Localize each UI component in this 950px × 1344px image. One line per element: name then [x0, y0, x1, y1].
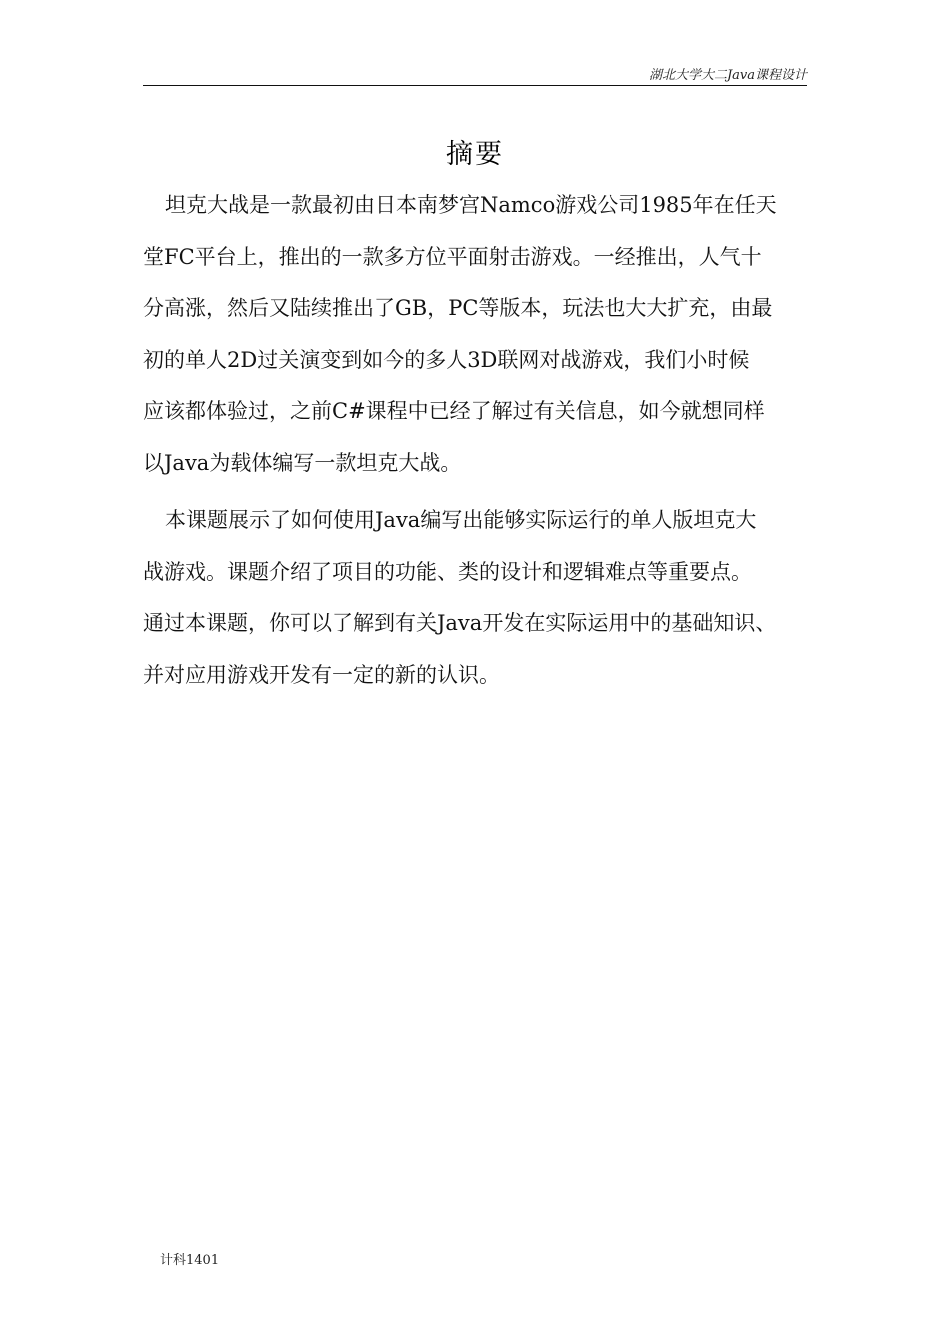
paragraph-2 [143, 495, 823, 701]
paragraph-line: 本课题展示了如何使用Java编写出能够实际运行的单人版坦克大 [165, 508, 757, 532]
header-divider [143, 85, 807, 86]
footer-class-label: 计科1401 [160, 1253, 220, 1268]
paragraph-line: 以Java为载体编写一款坦克大战。 [143, 450, 462, 475]
paragraph-line: 堂FC平台上，推出的一款多方位平面射击游戏。一经推出，人气十 [143, 244, 762, 269]
paragraph-line: 通过本课题，你可以了解到有关Java开发在实际运用中的基础知识、 [143, 611, 777, 635]
paragraph-1 [143, 180, 823, 489]
paragraph-line: 坦克大战是一款最初由日本南梦宫Namco游戏公司1985年在任天 [165, 193, 777, 217]
running-header: 湖北大学大二Java课程设计 [648, 68, 807, 83]
abstract-body [143, 180, 823, 701]
paragraph-line: 战游戏。课题介绍了项目的功能、类的设计和逻辑难点等重要点。 [143, 559, 752, 584]
paragraph-line: 应该都体验过，之前C#课程中已经了解过有关信息，如今就想同样 [143, 399, 765, 423]
paragraph-line: 分高涨，然后又陆续推出了GB，PC等版本，玩法也大大扩充，由最 [143, 296, 773, 320]
abstract-title: 摘要 [446, 139, 504, 170]
paragraph-line: 初的单人2D过关演变到如今的多人3D联网对战游戏，我们小时候 [143, 347, 750, 372]
paragraph-line: 并对应用游戏开发有一定的新的认识。 [143, 662, 500, 687]
